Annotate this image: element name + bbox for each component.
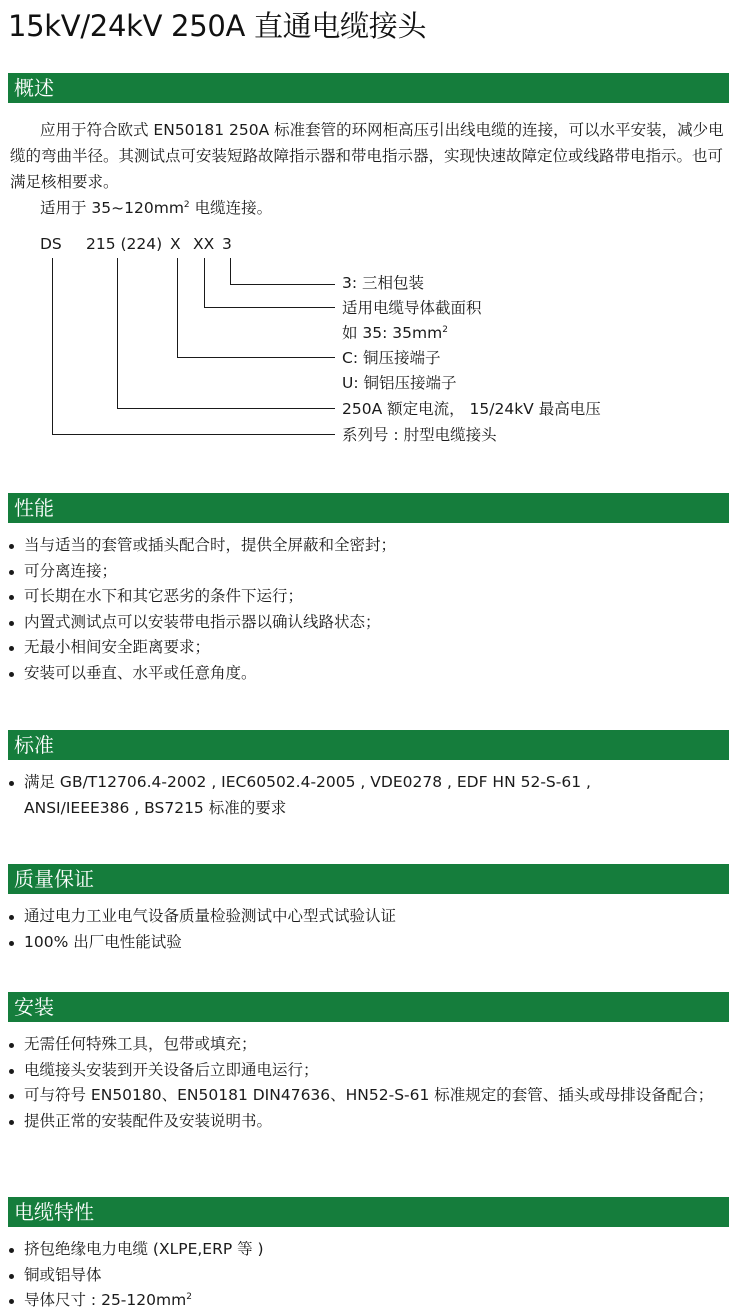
section-header-quality: 质量保证 (8, 864, 729, 894)
leader-line-xx (205, 258, 336, 308)
section-header-install: 安装 (8, 992, 729, 1022)
cable-list (8, 1237, 730, 1314)
list-item: 提供正常的安装配件及安装说明书。 (8, 1109, 730, 1135)
overview-paragraph-1: 应用于符合欧式 EN50181 250A 标准套管的环网柜高压引出线电缆的连接，可以水平安装，减少电缆的弯曲半径。其测试点可安装短路故障指示器和带电指示器，实现快速故障定位或线路带电指示。也可满足核相要求。 (10, 121, 724, 191)
code-label-ds: 系列号 : 肘型电缆接头 (342, 426, 497, 444)
section-header-standards: 标准 (8, 730, 729, 760)
install-list (8, 1032, 730, 1134)
page-title: 15kV/24kV 250A 直通电缆接头 (8, 9, 427, 43)
code-part-xx: XX (193, 235, 215, 253)
code-part-215: 215 (224) (86, 235, 163, 253)
section-header-overview: 概述 (8, 73, 729, 103)
code-label-xx-line2-text: 如 35: 35mm (342, 324, 443, 342)
list-item: 安装可以垂直、水平或任意角度。 (8, 661, 730, 687)
section-header-cable: 电缆特性 (8, 1197, 729, 1227)
code-label-xx-line1: 适用电缆导体截面积 (342, 299, 482, 317)
code-label-215: 250A 额定电流， 15/24kV 最高电压 (342, 400, 601, 418)
code-part-3: 3 (222, 235, 232, 253)
leader-line-ds (53, 258, 336, 435)
list-item: 电缆接头安装到开关设备后立即通电运行； (8, 1058, 730, 1084)
list-item: 挤包绝缘电力电缆 (XLPE,ERP 等 ) (8, 1237, 730, 1263)
code-label-xx-line2 (342, 322, 448, 344)
list-item: 100% 出厂电性能试验 (8, 930, 730, 956)
code-part-x: X (170, 235, 181, 253)
list-item: 通过电力工业电气设备质量检验测试中心型式试验认证 (8, 904, 730, 930)
list-item: 满足 GB/T12706.4-2002 , IEC60502.4-2005 , VDE0278 , EDF HN 52-S-61 , ANSI/IEEE386 , BS7215 标准的要求 (8, 770, 623, 821)
performance-list (8, 533, 730, 686)
code-part-ds: DS (40, 235, 62, 253)
list-item: 可分离连接； (8, 559, 730, 585)
leader-line-3 (231, 258, 336, 285)
list-item: 无最小相间安全距离要求； (8, 635, 730, 661)
cable-size-text: 导体尺寸 : 25-120mm (24, 1291, 187, 1309)
overview-superscript: 2 (183, 200, 190, 210)
leader-line-215 (118, 258, 336, 409)
code-label-c: C: 铜压接端子 (342, 349, 441, 367)
list-item: 可长期在水下和其它恶劣的条件下运行； (8, 584, 730, 610)
list-item (8, 1288, 730, 1314)
overview-text (10, 117, 732, 221)
code-label-3: 3: 三相包装 (342, 274, 425, 292)
list-item: 无需任何特殊工具，包带或填充； (8, 1032, 730, 1058)
quality-list (8, 904, 730, 955)
list-item: 当与适当的套管或插头配合时，提供全屏蔽和全密封； (8, 533, 730, 559)
list-item: 可与符号 EN50180、EN50181 DIN47636、HN52-S-61 标准规定的套管、插头或母排设备配合； (8, 1083, 730, 1109)
code-label-superscript: 2 (442, 325, 448, 335)
overview-paragraph-2-prefix: 适用于 35~120mm (40, 199, 184, 217)
list-item: 内置式测试点可以安装带电指示器以确认线路状态； (8, 610, 730, 636)
overview-paragraph-2-suffix: 电缆连接。 (189, 199, 273, 217)
section-header-performance: 性能 (8, 493, 729, 523)
leader-line-x (178, 258, 336, 358)
cable-size-superscript: 2 (186, 1292, 192, 1302)
list-item: 铜或铝导体 (8, 1263, 730, 1289)
standards-list (8, 770, 623, 821)
code-label-u: U: 铜铝压接端子 (342, 374, 457, 392)
overview-paragraph-2 (10, 195, 732, 221)
